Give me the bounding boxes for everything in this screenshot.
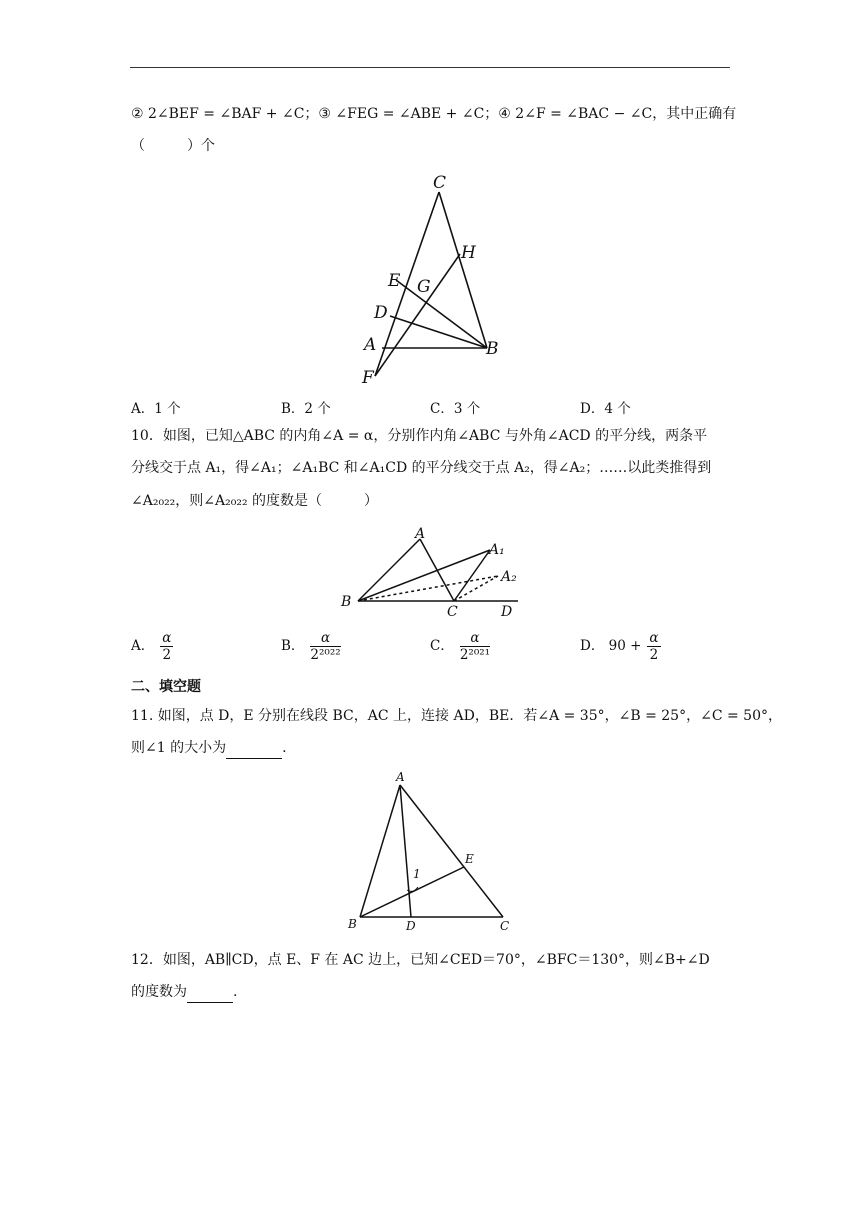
q10-label-a2: A₂ <box>501 569 517 585</box>
fraction <box>310 630 340 663</box>
option-prefix: C． <box>430 638 454 654</box>
fraction-denominator: 2²⁰²² <box>310 647 341 663</box>
fraction-numerator: α <box>649 630 659 646</box>
fraction-numerator: α <box>460 630 490 647</box>
q12-line2-text: 的度数为 <box>131 984 187 1000</box>
q9-label-d: D <box>374 303 388 323</box>
q10-line2: 分线交于点 A₁，得∠A₁；∠A₁BC 和∠A₁CD 的平分线交于点 A₂，得∠A₂；……以此类推得到 <box>131 460 712 476</box>
q11-angle-1: 1 <box>413 867 421 881</box>
q11-line2-end: . <box>282 740 287 756</box>
q11-line2 <box>131 738 287 759</box>
fraction-numerator: α <box>162 630 172 646</box>
option-prefix: B． <box>281 638 305 654</box>
q10-line1: 10．如图，已知△ABC 的内角∠A = α，分别作内角∠ABC 与外角∠ACD 的平分线，两条平 <box>131 428 708 444</box>
fraction-denominator: 2 <box>649 647 659 663</box>
q9-label-f: F <box>362 368 374 388</box>
section-heading: 二、填空题 <box>131 679 201 695</box>
fraction <box>647 630 660 663</box>
fraction <box>460 630 490 663</box>
q9-triangle-figure <box>355 168 515 388</box>
fraction-denominator: 2 <box>162 647 172 663</box>
q9-label-g: G <box>417 277 431 297</box>
fraction <box>160 630 173 663</box>
q10-label-b: B <box>341 594 352 610</box>
q12-line2-end: . <box>233 984 238 1000</box>
q9-label-c: C <box>433 173 447 193</box>
q11-label-c: C <box>500 919 510 933</box>
q9-label-b: B <box>486 339 499 359</box>
q9-label-e: E <box>388 271 401 291</box>
header-rule <box>130 67 730 68</box>
q10-option-b[interactable] <box>281 630 341 663</box>
q9-statements: ② 2∠BEF = ∠BAF + ∠C；③ ∠FEG = ∠ABE + ∠C；④ 2∠F = ∠BAC − ∠C，其中正确有 <box>131 106 737 122</box>
q9-option-d[interactable]: D．4 个 <box>580 401 631 417</box>
answer-blank[interactable] <box>187 982 233 1003</box>
q9-option-b[interactable]: B．2 个 <box>281 401 331 417</box>
option-prefix: A． <box>131 638 155 654</box>
q11-line1: 11. 如图，点 D，E 分别在线段 BC，AC 上，连接 AD，BE．若∠A = 35°，∠B = 25°，∠C = 50°， <box>131 708 782 724</box>
q10-label-a: A <box>415 526 426 542</box>
q9-blank-line: （ ）个 <box>131 138 215 154</box>
q11-triangle-figure <box>340 768 530 938</box>
q11-label-a: A <box>396 770 405 784</box>
q10-option-c[interactable] <box>430 630 490 663</box>
q10-line3: ∠A₂₀₂₂，则∠A₂₀₂₂ 的度数是（ ） <box>131 493 379 509</box>
q12-line1: 12．如图，AB∥CD，点 E、F 在 AC 边上，已知∠CED＝70°，∠BFC＝130°，则∠B+∠D <box>131 952 710 968</box>
q9-label-a: A <box>364 335 377 355</box>
q12-line2 <box>131 982 237 1003</box>
q9-label-h: H <box>461 243 476 263</box>
q10-label-d: D <box>501 604 513 620</box>
q9-option-a[interactable]: A．1 个 <box>131 401 181 417</box>
q10-bisector-figure <box>338 524 538 619</box>
q11-label-e: E <box>465 852 474 866</box>
option-lead: 90 + <box>608 638 642 654</box>
q10-option-a[interactable] <box>131 630 173 663</box>
q11-line2-text: 则∠1 的大小为 <box>131 740 227 756</box>
option-prefix: D． <box>580 638 605 654</box>
q11-label-b: B <box>348 917 357 931</box>
q11-label-d: D <box>406 919 416 933</box>
fraction-denominator: 2²⁰²¹ <box>459 647 491 663</box>
q9-option-c[interactable]: C．3 个 <box>430 401 481 417</box>
q10-label-c: C <box>447 604 458 620</box>
q10-label-a1: A₁ <box>489 542 505 558</box>
q10-option-d[interactable] <box>580 630 661 663</box>
fraction-numerator: α <box>310 630 340 647</box>
answer-blank[interactable] <box>226 738 282 759</box>
